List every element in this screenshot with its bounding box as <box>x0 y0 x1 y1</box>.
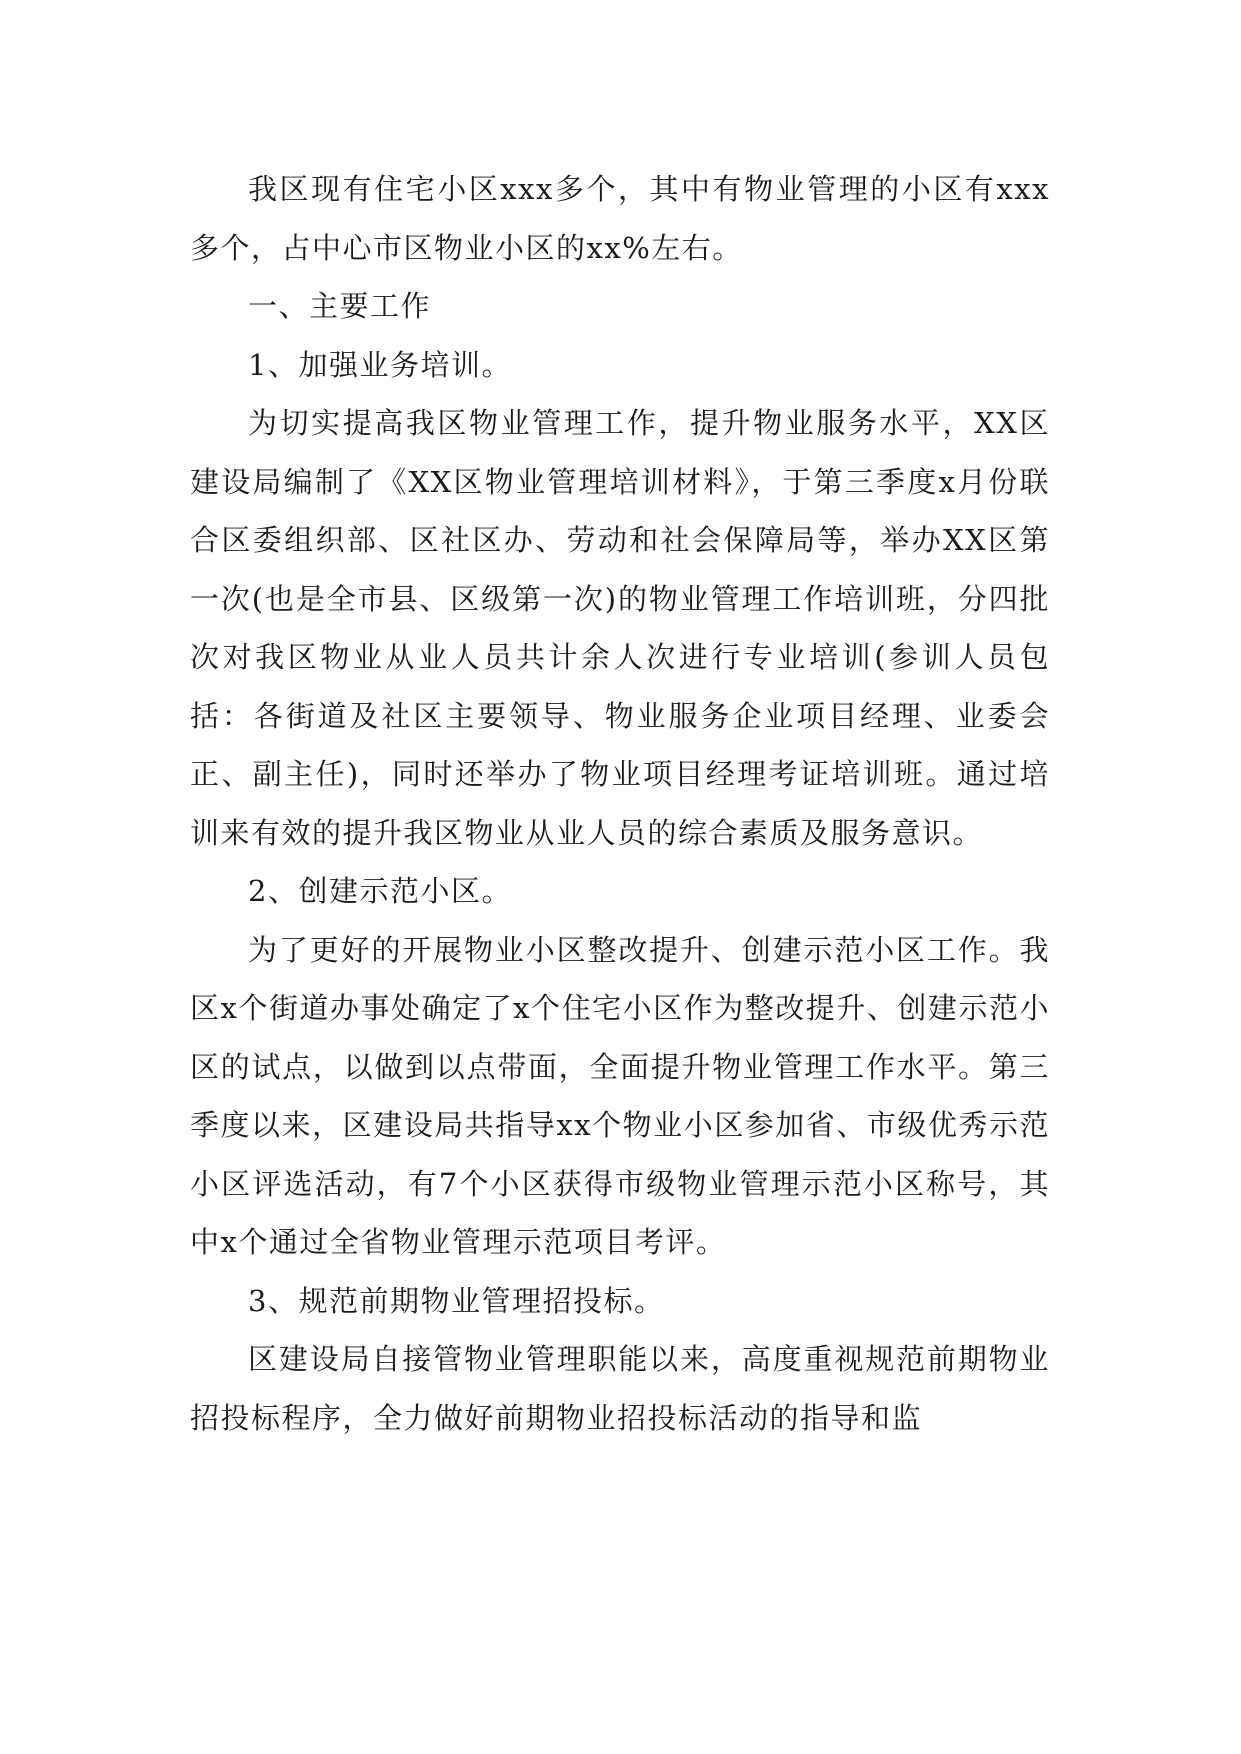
section-heading-main-work: 一、主要工作 <box>248 289 432 323</box>
subheading-bidding: 3、规范前期物业管理招投标。 <box>248 1283 665 1318</box>
paragraph-training: 为切实提高我区物业管理工作，提升物业服务水平，XX区建设局编制了《XX区物业管理培训材料》，于第三季度x月份联合区委组织部、区社区办、劳动和社会保障局等，举办XX区第一次(也是全市县、区级第一次)的物业管理工作培训班，分四批次对我区物业从业人员共计余人次进行专业培训(参训人员包括：各街道及社区主要领导、物业服务企业项目经理、业委会正、副主任)，同时还举办了物业项目经理考证培训班。通过培训来有效的提升我区物业从业人员的综合素质及服务意识。 <box>190 406 1050 850</box>
subheading-demo-community: 2、创建示范小区。 <box>248 874 512 908</box>
subheading-training: 1、加强业务培训。 <box>248 347 512 382</box>
paragraph-intro: 我区现有住宅小区xxx多个，其中有物业管理的小区有xxx多个，占中心市区物业小区的xx%左右。 <box>190 172 1050 265</box>
document-body <box>190 160 1050 1447</box>
paragraph-bidding: 区建设局自接管物业管理职能以来，高度重视规范前期物业招投标程序，全力做好前期物业招投标活动的指导和监 <box>190 1342 1050 1435</box>
paragraph-demo-community: 为了更好的开展物业小区整改提升、创建示范小区工作。我区x个街道办事处确定了x个住宅小区作为整改提升、创建示范小区的试点，以做到以点带面，全面提升物业管理工作水平。第三季度以来，区建设局共指导xx个物业小区参加省、市级优秀示范小区评选活动，有7个小区获得市级物业管理示范小区称号，其中x个通过全省物业管理示范项目考评。 <box>190 932 1050 1259</box>
